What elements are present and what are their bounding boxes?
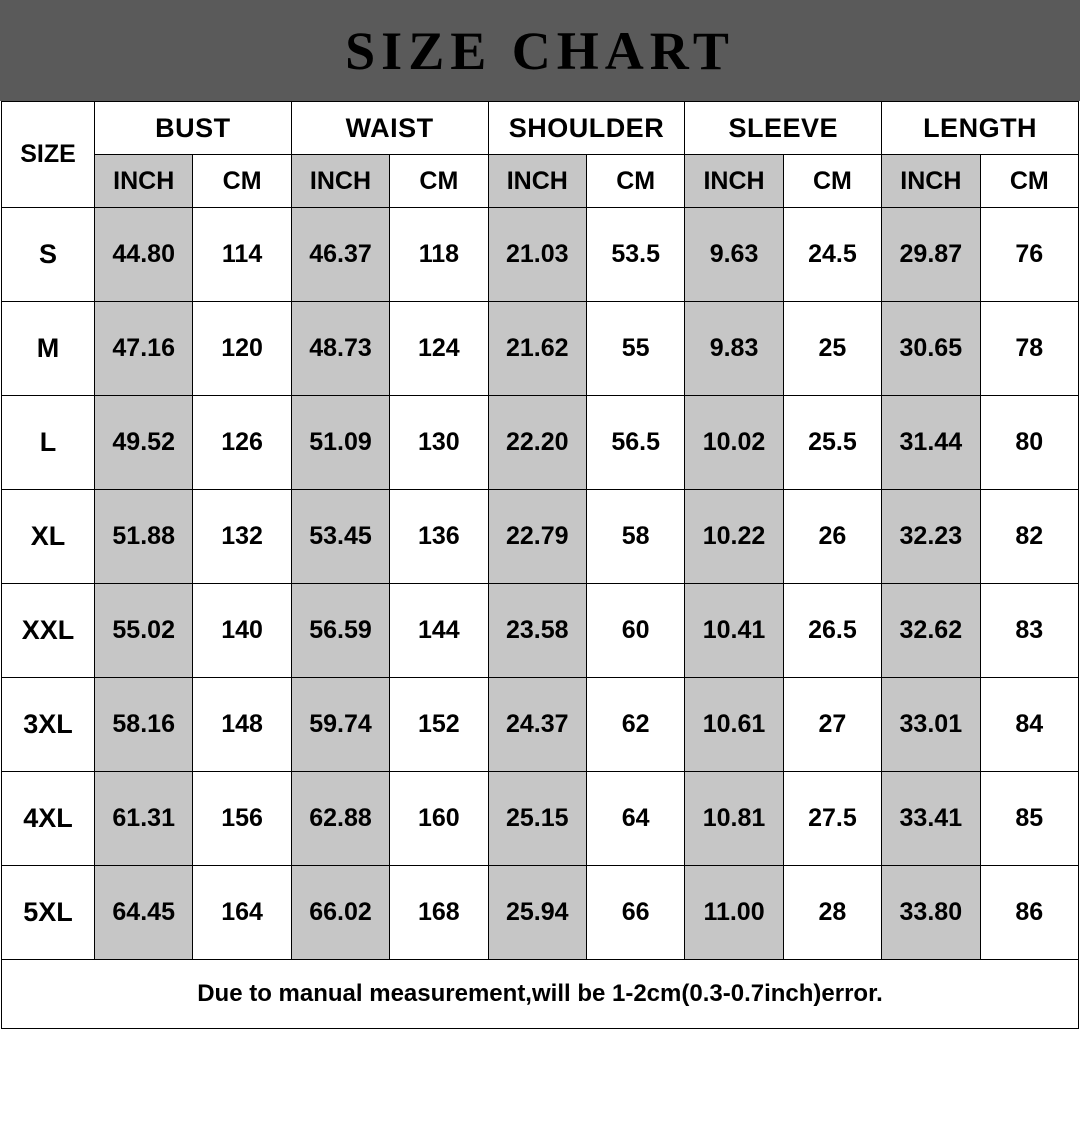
cell-shoulder-cm: 56.5 (586, 396, 684, 490)
header-unit-waist-cm: CM (390, 155, 488, 208)
cell-sleeve-inch: 10.61 (685, 678, 783, 772)
cell-sleeve-inch: 10.41 (685, 584, 783, 678)
table-row (2, 490, 1079, 584)
cell-shoulder-inch: 21.03 (488, 208, 586, 302)
cell-sleeve-inch: 10.02 (685, 396, 783, 490)
cell-sleeve-inch: 9.63 (685, 208, 783, 302)
cell-sleeve-inch: 9.83 (685, 302, 783, 396)
cell-sleeve-cm: 28 (783, 866, 881, 960)
cell-waist-inch: 53.45 (291, 490, 389, 584)
header-unit-shoulder-cm: CM (586, 155, 684, 208)
cell-shoulder-cm: 53.5 (586, 208, 684, 302)
row-size-label: S (2, 208, 95, 302)
cell-shoulder-inch: 22.20 (488, 396, 586, 490)
size-chart-table (1, 101, 1079, 1029)
cell-waist-cm: 124 (390, 302, 488, 396)
cell-shoulder-cm: 58 (586, 490, 684, 584)
table-row (2, 396, 1079, 490)
header-unit-shoulder-inch: INCH (488, 155, 586, 208)
cell-sleeve-cm: 24.5 (783, 208, 881, 302)
header-unit-length-inch: INCH (882, 155, 980, 208)
table-row (2, 772, 1079, 866)
row-size-label: XL (2, 490, 95, 584)
row-size-label: 5XL (2, 866, 95, 960)
table-row (2, 678, 1079, 772)
cell-waist-inch: 51.09 (291, 396, 389, 490)
cell-sleeve-cm: 27 (783, 678, 881, 772)
cell-length-inch: 31.44 (882, 396, 980, 490)
cell-waist-inch: 56.59 (291, 584, 389, 678)
cell-length-cm: 85 (980, 772, 1078, 866)
header-size: SIZE (2, 102, 95, 208)
cell-shoulder-cm: 60 (586, 584, 684, 678)
header-unit-sleeve-inch: INCH (685, 155, 783, 208)
cell-length-inch: 33.41 (882, 772, 980, 866)
measurement-note: Due to manual measurement,will be 1-2cm(0.3-0.7inch)error. (2, 960, 1079, 1029)
cell-waist-cm: 136 (390, 490, 488, 584)
cell-sleeve-inch: 11.00 (685, 866, 783, 960)
cell-length-cm: 78 (980, 302, 1078, 396)
measurement-note-row (2, 960, 1079, 1029)
cell-bust-inch: 49.52 (95, 396, 193, 490)
cell-waist-cm: 160 (390, 772, 488, 866)
header-unit-bust-cm: CM (193, 155, 291, 208)
table-row (2, 208, 1079, 302)
row-size-label: XXL (2, 584, 95, 678)
cell-length-inch: 30.65 (882, 302, 980, 396)
cell-sleeve-cm: 26.5 (783, 584, 881, 678)
cell-bust-inch: 47.16 (95, 302, 193, 396)
header-unit-bust-inch: INCH (95, 155, 193, 208)
table-row (2, 584, 1079, 678)
cell-length-cm: 83 (980, 584, 1078, 678)
cell-length-inch: 29.87 (882, 208, 980, 302)
cell-sleeve-inch: 10.22 (685, 490, 783, 584)
cell-waist-inch: 62.88 (291, 772, 389, 866)
cell-waist-cm: 152 (390, 678, 488, 772)
cell-bust-cm: 126 (193, 396, 291, 490)
cell-waist-cm: 144 (390, 584, 488, 678)
cell-waist-inch: 46.37 (291, 208, 389, 302)
cell-shoulder-inch: 25.15 (488, 772, 586, 866)
cell-length-cm: 76 (980, 208, 1078, 302)
cell-bust-cm: 148 (193, 678, 291, 772)
cell-sleeve-cm: 26 (783, 490, 881, 584)
cell-shoulder-cm: 62 (586, 678, 684, 772)
cell-length-cm: 82 (980, 490, 1078, 584)
cell-waist-cm: 130 (390, 396, 488, 490)
cell-shoulder-inch: 21.62 (488, 302, 586, 396)
row-size-label: M (2, 302, 95, 396)
header-unit-waist-inch: INCH (291, 155, 389, 208)
page-title: SIZE CHART (345, 20, 735, 81)
cell-shoulder-cm: 66 (586, 866, 684, 960)
header-group-length: LENGTH (882, 102, 1079, 155)
header-group-waist: WAIST (291, 102, 488, 155)
cell-length-cm: 86 (980, 866, 1078, 960)
cell-bust-inch: 64.45 (95, 866, 193, 960)
cell-length-inch: 32.23 (882, 490, 980, 584)
cell-waist-cm: 118 (390, 208, 488, 302)
header-group-sleeve: SLEEVE (685, 102, 882, 155)
cell-bust-cm: 132 (193, 490, 291, 584)
cell-waist-inch: 66.02 (291, 866, 389, 960)
cell-length-inch: 32.62 (882, 584, 980, 678)
cell-sleeve-cm: 25 (783, 302, 881, 396)
cell-bust-cm: 140 (193, 584, 291, 678)
table-header-row-units (2, 155, 1079, 208)
cell-shoulder-cm: 64 (586, 772, 684, 866)
cell-bust-inch: 61.31 (95, 772, 193, 866)
cell-length-cm: 84 (980, 678, 1078, 772)
title-bar (0, 0, 1080, 101)
cell-bust-inch: 55.02 (95, 584, 193, 678)
header-unit-length-cm: CM (980, 155, 1078, 208)
table-row (2, 866, 1079, 960)
cell-shoulder-inch: 25.94 (488, 866, 586, 960)
header-group-shoulder: SHOULDER (488, 102, 685, 155)
row-size-label: 3XL (2, 678, 95, 772)
cell-shoulder-cm: 55 (586, 302, 684, 396)
cell-bust-cm: 114 (193, 208, 291, 302)
cell-bust-inch: 58.16 (95, 678, 193, 772)
cell-bust-inch: 51.88 (95, 490, 193, 584)
cell-waist-cm: 168 (390, 866, 488, 960)
cell-shoulder-inch: 22.79 (488, 490, 586, 584)
cell-waist-inch: 59.74 (291, 678, 389, 772)
cell-length-inch: 33.80 (882, 866, 980, 960)
cell-sleeve-cm: 27.5 (783, 772, 881, 866)
cell-sleeve-cm: 25.5 (783, 396, 881, 490)
cell-bust-cm: 156 (193, 772, 291, 866)
cell-shoulder-inch: 23.58 (488, 584, 586, 678)
cell-bust-inch: 44.80 (95, 208, 193, 302)
cell-waist-inch: 48.73 (291, 302, 389, 396)
cell-bust-cm: 120 (193, 302, 291, 396)
cell-length-cm: 80 (980, 396, 1078, 490)
row-size-label: L (2, 396, 95, 490)
cell-bust-cm: 164 (193, 866, 291, 960)
header-unit-sleeve-cm: CM (783, 155, 881, 208)
cell-sleeve-inch: 10.81 (685, 772, 783, 866)
table-header-row-groups (2, 102, 1079, 155)
cell-length-inch: 33.01 (882, 678, 980, 772)
table-row (2, 302, 1079, 396)
row-size-label: 4XL (2, 772, 95, 866)
header-group-bust: BUST (95, 102, 292, 155)
cell-shoulder-inch: 24.37 (488, 678, 586, 772)
